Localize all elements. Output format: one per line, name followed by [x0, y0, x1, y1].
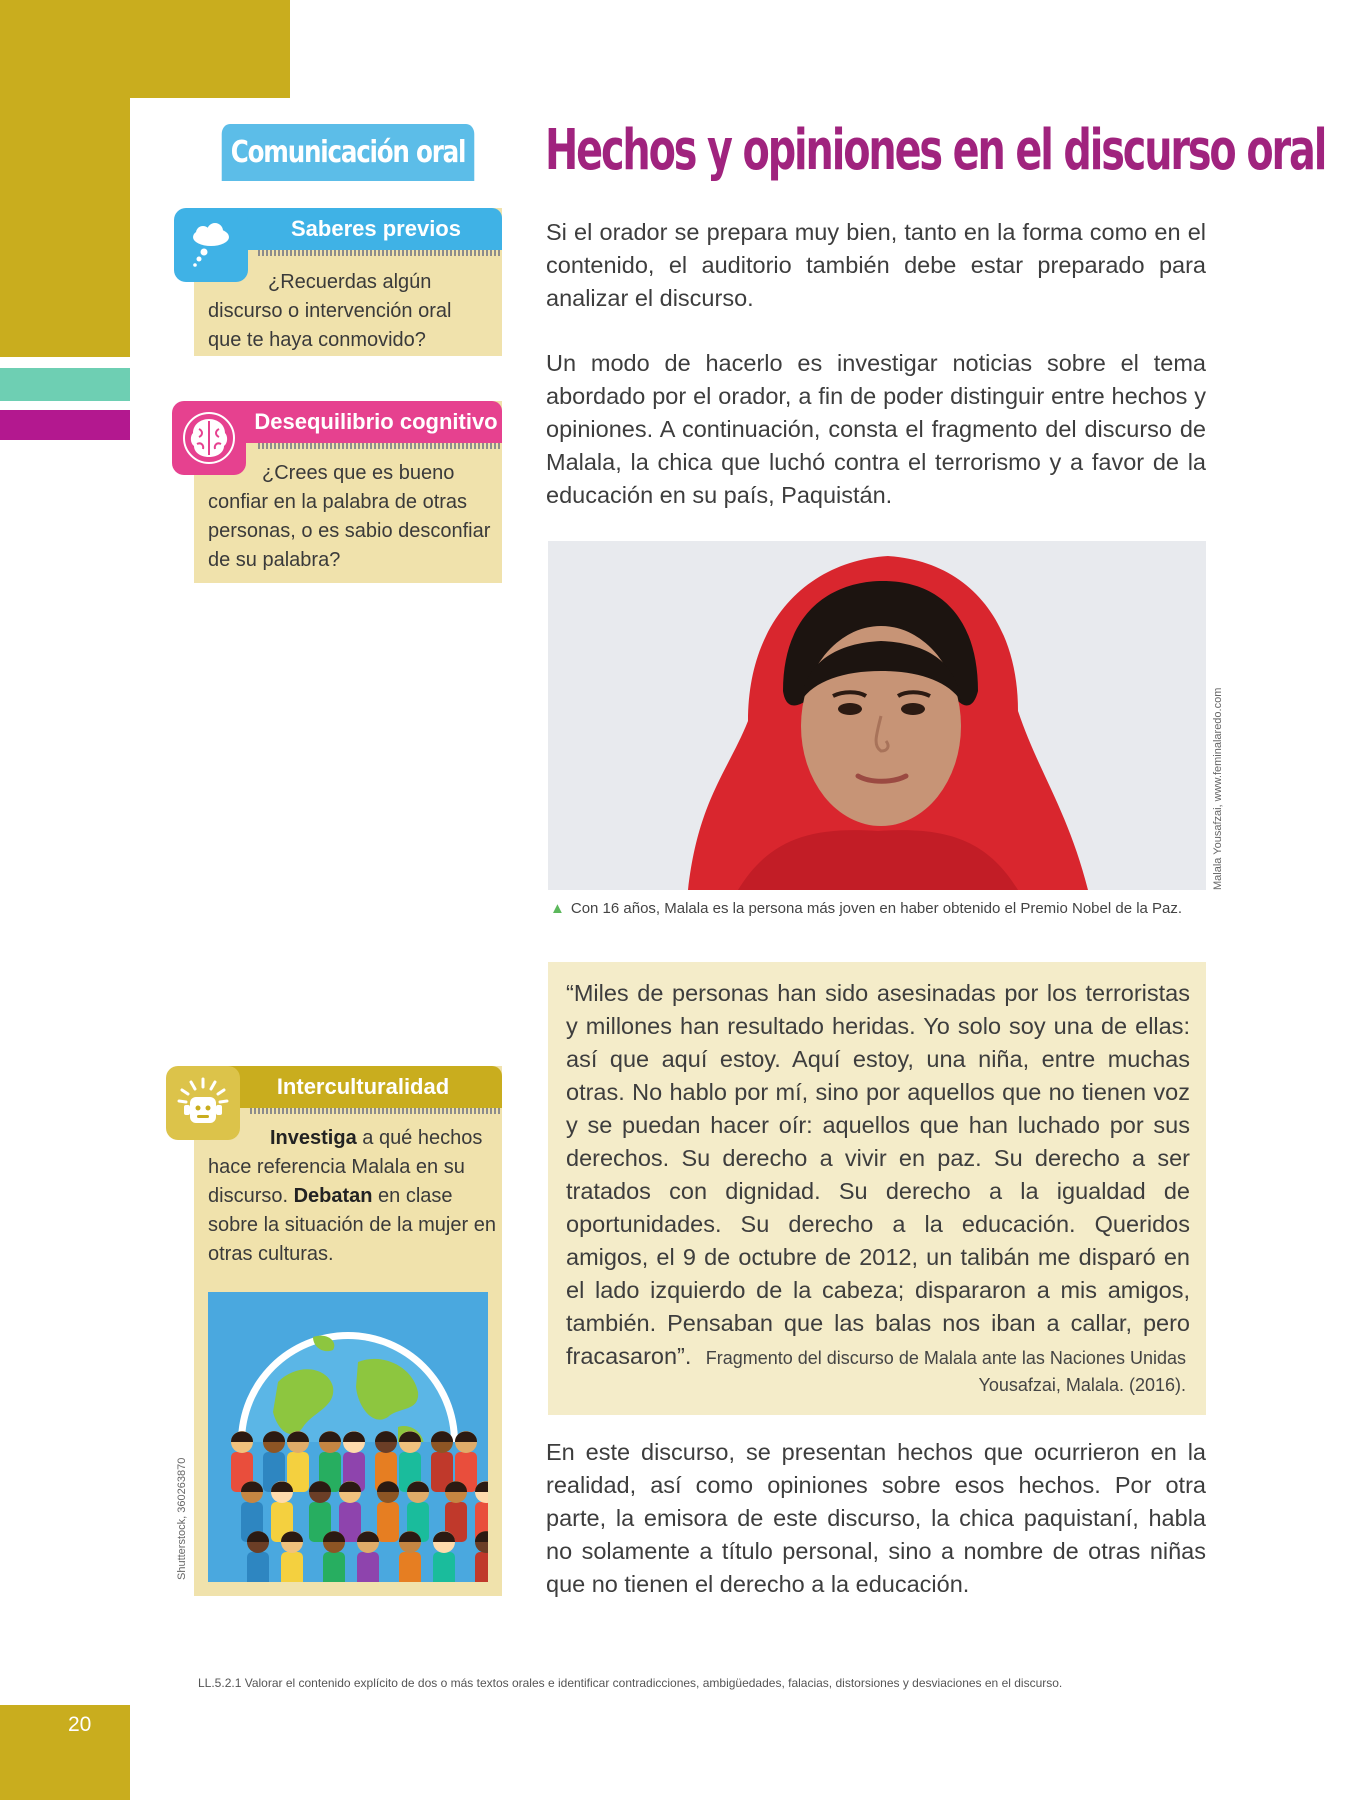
diversity-illustration [208, 1292, 488, 1582]
interculturalidad-title: Interculturalidad [276, 1074, 450, 1099]
saberes-previos-text: ¿Recuerdas algún discurso o intervención oral que te haya conmovido? [208, 271, 452, 351]
desequilibrio-text: ¿Crees que es bueno confiar en la palabra de otras personas, o es sabio desconfiar de su palabra? [208, 462, 491, 571]
photo-caption [550, 900, 1182, 917]
debatan-verb: Debatan [293, 1185, 373, 1207]
illustration-credit: Shutterstock, 360263870 [176, 1457, 188, 1580]
interculturalidad-header [194, 1066, 502, 1108]
quote-source-2: Yousafzai, Malala. (2016). [978, 1375, 1186, 1395]
quote-source-1: Fragmento del discurso de Malala ante las Naciones Unidas [705, 1348, 1186, 1368]
caption-triangle-icon: ▲ [550, 900, 565, 917]
interculturalidad-text-1: a qué hechos hace referencia Malala en su discurso. [208, 1127, 483, 1207]
paragraph-3: En este discurso, se presentan hechos que ocurrieron en la realidad, así como opiniones sobre esos hechos. Por otra parte, la emisora de este discurso, la chica paquistaní, habla no solamente a título personal, sino a nombre de otras niñas que no tienen el derecho a la educación. [546, 1439, 1206, 1597]
gold-frame-side [0, 0, 130, 357]
saberes-previos-title: Saberes previos [291, 216, 461, 241]
interculturalidad-text-2: en clase sobre la situación de la mujer en otras culturas. [208, 1185, 496, 1265]
interculturalidad-text [208, 1124, 498, 1269]
gold-frame-bottom [0, 1705, 130, 1800]
page-number: 20 [68, 1713, 92, 1736]
footer-note: LL.5.2.1 Valorar el contenido explícito de dos o más textos orales e identificar contradicciones, ambigüedades, falacias, distorsiones y desviaciones en el discurso. [198, 1676, 1063, 1690]
interculturalidad-box [194, 1066, 502, 1596]
malala-photo [548, 541, 1206, 890]
magenta-stripe [0, 410, 130, 440]
investiga-verb: Investiga [270, 1127, 357, 1149]
section-tab: Comunicación oral [222, 124, 475, 181]
desequilibrio-box [194, 401, 502, 583]
paragraph-2: Un modo de hacerlo es investigar noticias sobre el tema abordado por el orador, a fin de poder distinguir entre hechos y opiniones. A continuación, consta el fragmento del discurso de Malala, la chica que luchó contra el terrorismo y a favor de la educación en su país, Paquistán. [546, 350, 1206, 508]
quote-text: “Miles de personas han sido asesinadas por los terroristas y millones han resultado heridas. Yo solo soy una de ellas: así que aquí estoy. Aquí estoy, una niña, entre muchas otras. No hablo por mí, sino por aquellos que no tienen voz y se puedan hacer oír: aquellos que han luchado por sus derechos. Su derecho a vivir en paz. Su derecho a ser tratados con dignidad. Su derecho a la igualdad de oportunidades. Su derecho a la educación. Queridos amigos, el 9 de octubre de 2012, un talibán me disparó en el lado izquierdo de la cabeza; dispararon a mis amigos, también. Pensaban que las balas nos iban a callar, pero fracasaron”. [566, 980, 1190, 1369]
photo-credit: Malala Yousafzai, www.feminalaredo.com [1212, 687, 1224, 890]
page-title: Hechos y opiniones en el discurso oral [545, 118, 1326, 183]
teal-stripe [0, 368, 130, 401]
paragraph-1: Si el orador se prepara muy bien, tanto en la forma como en el contenido, el auditorio también debe estar preparado para analizar el discurso. [546, 219, 1206, 311]
quote-box [548, 962, 1206, 1415]
saberes-previos-box [194, 208, 502, 356]
desequilibrio-title: Desequilibrio cognitivo [254, 409, 498, 434]
photo-caption-text: Con 16 años, Malala es la persona más joven en haber obtenido el Premio Nobel de la Paz. [570, 900, 1183, 917]
